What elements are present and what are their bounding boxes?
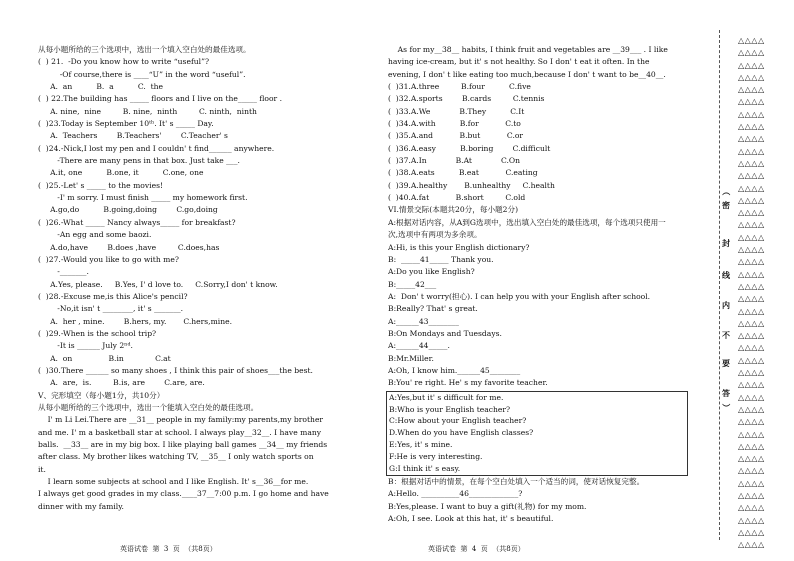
- text-line: A:Do you like English?: [388, 267, 475, 277]
- seal-char: 内: [722, 301, 730, 310]
- text-line: ( )29.-When is the school trip?: [38, 328, 157, 338]
- text-line: -No,it isn' t ________, it' s _______.: [38, 304, 184, 314]
- text-line: I' m Li Lei.There are __31__ people in my family:my parents,my brother: [38, 415, 324, 425]
- text-line: A: Don' t worry(担心). I can help you with your English after school.: [388, 291, 651, 301]
- seal-char: ）: [721, 403, 731, 412]
- text-line: and me. I' m a basketball star at school. I always play__32__. I have many: [38, 427, 322, 437]
- text-line: ( )27.-Would you like to go with me?: [38, 254, 179, 264]
- text-line: G:I think it' s easy.: [389, 463, 461, 473]
- text-line: C:How about your English teacher?: [389, 416, 527, 426]
- text-line: A. Teachers B.Teachers' C.Teacher' s: [38, 131, 228, 141]
- seal-char: （: [721, 187, 731, 196]
- text-line: 次,选项中有两项为多余项。: [388, 230, 482, 240]
- text-line: ( )35.A.and B.but C.or: [388, 131, 524, 141]
- text-line: -It is ______ July 2ⁿᵈ.: [38, 341, 133, 351]
- text-line: B:Yes,please. I want to buy a gift(礼物) for my mom.: [388, 501, 587, 511]
- text-line: A:______44_____.: [388, 341, 450, 351]
- text-line: -An egg and some baozi.: [38, 230, 152, 240]
- text-line: B：根据对话中的情景，在每个空白处填入一个适当的词，使对话恢复完整。: [388, 476, 645, 486]
- page-right: [388, 44, 706, 525]
- seal-char: 密: [722, 201, 730, 210]
- text-line: ( )38.A.eats B.eat C.eating: [388, 168, 538, 178]
- seal-char: 不: [722, 331, 730, 340]
- text-line: ( )28.-Excuse me,is this Alice's pencil?: [38, 291, 188, 301]
- text-line: A.it, one B.one, it C.one, one: [38, 168, 204, 178]
- text-line: 从每小题所给的三个选项中，选出一个能填入空白处的最佳选项。: [38, 402, 259, 412]
- text-line: ( )39.A.healthy B.unhealthy C.health: [388, 180, 555, 190]
- text-line: ( )26.-What _____ Nancy always_____ for breakfast?: [38, 217, 236, 227]
- binding-dashed-line: [719, 30, 720, 540]
- text-line: B:You' re right. He' s my favorite teacher.: [388, 378, 548, 388]
- text-line: ( )30.There ______ so many shoes , I think this pair of shoes___the best.: [38, 365, 313, 375]
- text-line: A. an B. a C. the: [38, 82, 164, 92]
- text-line: B:Really? That' s great.: [388, 304, 478, 314]
- text-line: ( )25.-Let' s _____ to the movies!: [38, 180, 164, 190]
- text-line: B:On Mondays and Tuesdays.: [388, 328, 502, 338]
- text-line: A:Hello. __________46_____________?: [388, 489, 523, 499]
- text-line: having ice-cream, but it' s not healthy. So I don' t eat it often. In the: [388, 57, 650, 67]
- triangle-column: △△△△ △△△△ △△△△ △△△△ △△△△ △△△△ △△△△ △△△△ △△△△ △△△△ △△△△ △△△△ △△△△ △△△△ △△△△ △△△△ △△△△ △△△△ △△△△ △△△△ △△△△ △△△△ △△△△ △△△△ △△△△ △△△△ △△△△ △△△△ △△△△ △△△△ △△△△ △△△△ △△△△ △△△△ △△△△ △△△△ △△△△ △△△△ △△△△ △△△△ △△△△ △△△△: [738, 36, 765, 550]
- text-line: VI.情景交际(本题共20分，每小题2分): [388, 205, 519, 215]
- text-line: D.When do you have English classes?: [389, 428, 534, 438]
- text-line: dinner with my family.: [38, 501, 124, 511]
- seal-char: 线: [722, 271, 730, 280]
- text-line: V、完形填空（每小题1分，共10分）: [38, 390, 165, 400]
- options-box: [386, 391, 688, 476]
- text-line: A. on B.in C.at: [38, 353, 171, 363]
- text-line: A. her , mine. B.hers, my. C.hers,mine.: [38, 316, 233, 326]
- text-line: ( ) 21. -Do you know how to write “useful”?: [38, 57, 210, 67]
- text-line: B:Who is your English teacher?: [389, 404, 511, 414]
- text-line: ( )37.A.In B.At C.On: [388, 156, 521, 166]
- seal-char: 答: [722, 389, 730, 398]
- text-line: E:Yes, it' s mine.: [389, 440, 453, 450]
- text-line: ( )23.Today is September 10ᵗʰ. It' s _____ Day.: [38, 119, 214, 129]
- text-line: As for my__38__ habits, I think fruit and vegetables are __39___ . I like: [388, 45, 668, 54]
- text-line: -Of course,there is ____“U” in the word “useful”.: [38, 69, 246, 79]
- text-line: ( )36.A.easy B.boring C.difficult: [388, 143, 551, 153]
- text-line: B: _____41_____ Thank you.: [388, 254, 494, 264]
- text-line: it.: [38, 464, 46, 474]
- text-line: A:Hi, is this your English dictionary?: [388, 242, 530, 252]
- text-line: ( )31.A.three B.four C.five: [388, 82, 531, 92]
- text-line: A:Yes,but it' s difficult for me.: [389, 392, 504, 402]
- text-line: evening, I don' t like eating too much,because I don' t want to be__40__.: [388, 69, 666, 79]
- text-line: after class. My brother likes watching TV, __35__ I only watch sports on: [38, 452, 314, 462]
- text-line: A:根据对话内容，从A到G选项中，选出填入空白处的最佳选项，每个选项只使用一: [388, 217, 666, 227]
- seal-char: 封: [722, 239, 730, 248]
- footer-right: 英语试卷 第 4 页 （共8页）: [428, 545, 525, 553]
- text-line: -_______.: [38, 267, 89, 277]
- text-line: ( )32.A.sports B.cards C.tennis: [388, 94, 545, 104]
- text-line: I learn some subjects at school and I like English. It' s__36__for me.: [38, 477, 309, 487]
- text-line: I always get good grades in my class.____37__7:00 p.m. I go home and have: [38, 489, 329, 499]
- text-line: ( ) 22.The building has _____ floors and I live on the_____ floor .: [38, 94, 282, 104]
- text-line: F:He is very interesting.: [389, 452, 483, 462]
- text-line: B:Mr.Miller.: [388, 353, 434, 363]
- text-line: -There are many pens in that box. Just take ___.: [38, 156, 240, 166]
- text-line: B:_____42___: [388, 279, 437, 289]
- text-line: 从每小题所给的三个选项中，选出一个填入空白处的最佳选项。: [38, 45, 251, 54]
- text-line: A.do,have B.does ,have C.does,has: [38, 242, 220, 252]
- text-line: -I' m sorry. I must finish _____ my homework first.: [38, 193, 248, 203]
- text-line: ( )33.A.We B.They C.It: [388, 106, 525, 116]
- text-line: A:Oh, I see. Look at this hat, it' s beautiful.: [388, 513, 554, 523]
- text-line: A:______43________: [388, 316, 459, 326]
- text-line: A.go,do B.going,doing C.go,doing: [38, 205, 218, 215]
- page-left: [38, 44, 368, 513]
- text-line: A.Yes, please. B.Yes, I' d love to. C.Sorry,I don' t know.: [38, 279, 278, 289]
- text-line: balls. __33__ are in my big box. I like playing ball games __34__ my friends: [38, 440, 328, 449]
- text-line: ( )24.-Nick,I lost my pen and I couldn' t find______ anywhere.: [38, 143, 275, 153]
- text-line: A:Oh, I know him.______45________: [388, 365, 521, 375]
- text-line: A. are, is. B.is, are C.are, are.: [38, 378, 205, 388]
- seal-char: 要: [722, 359, 730, 368]
- text-line: ( )34.A.with B.for C.to: [388, 119, 521, 129]
- text-line: ( )40.A.fat B.short C.old: [388, 193, 526, 203]
- text-line: A. nine, nine B. nine, ninth C. ninth, ninth: [38, 106, 257, 116]
- footer-left: 英语试卷 第 3 页 （共8页）: [120, 545, 217, 553]
